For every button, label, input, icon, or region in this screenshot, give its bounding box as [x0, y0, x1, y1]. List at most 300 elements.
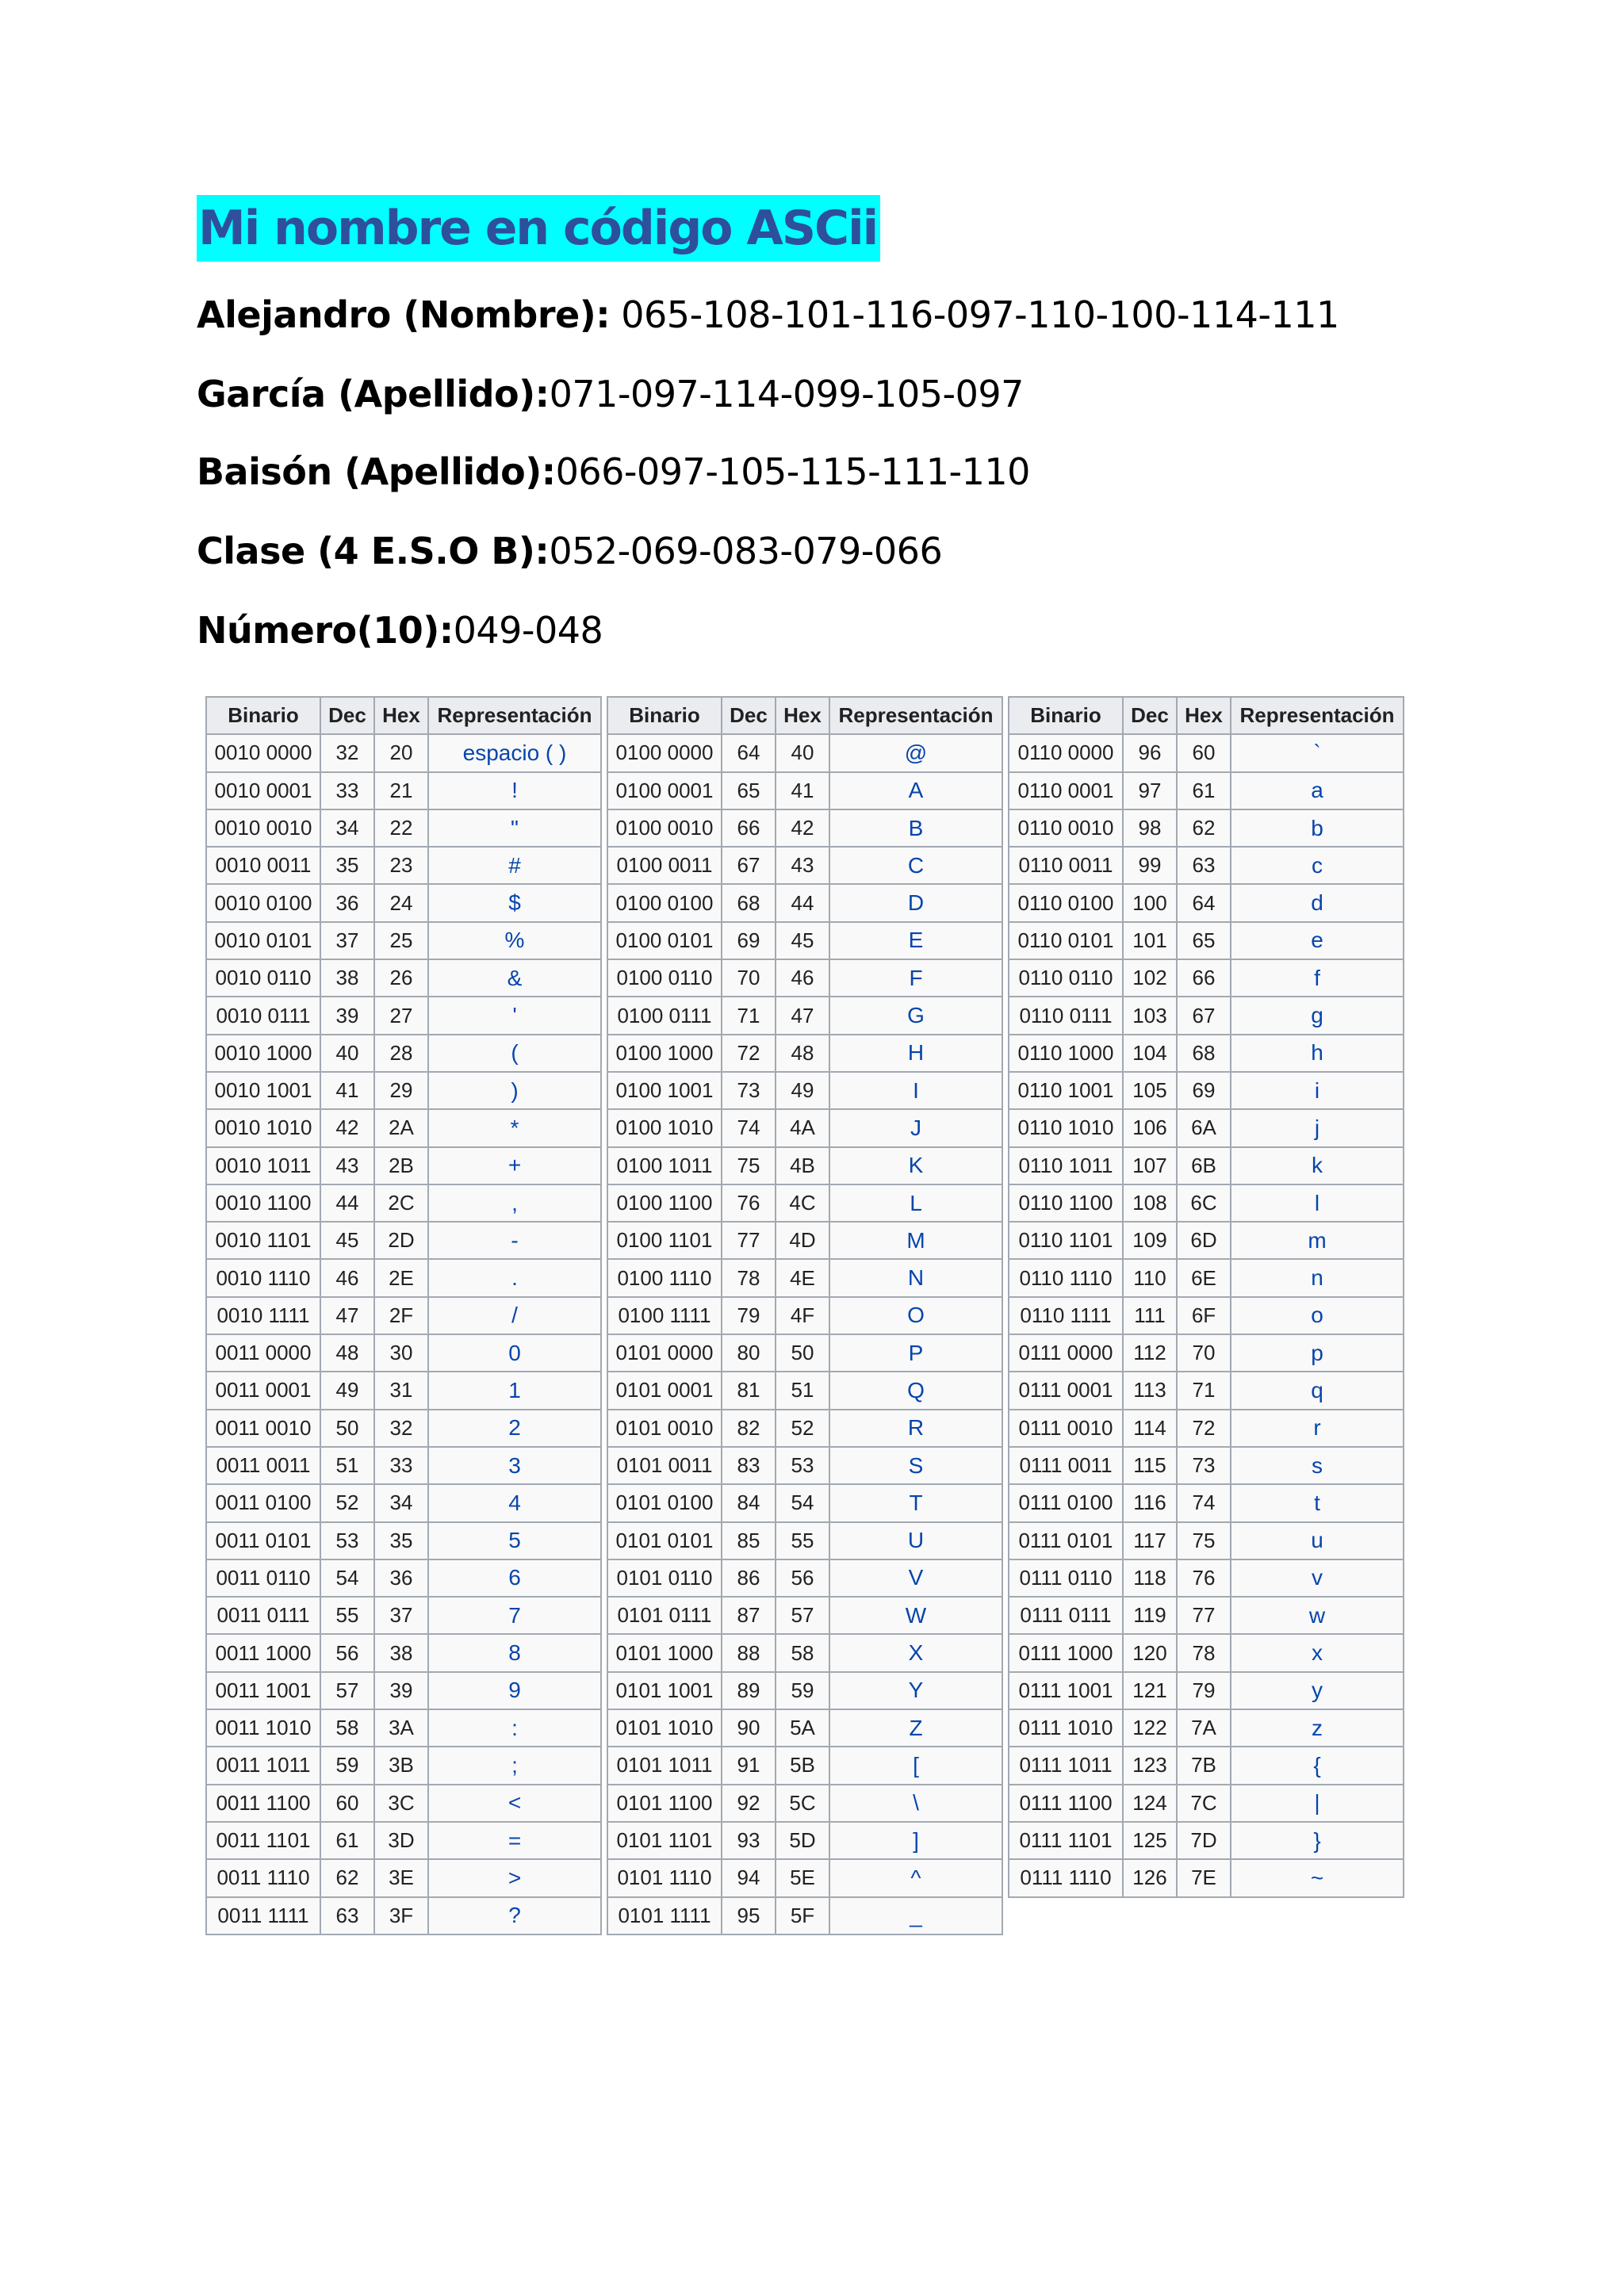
table-row: [206, 1222, 601, 1259]
representation-cell: X: [829, 1634, 1002, 1671]
hex-cell: 79: [1177, 1672, 1231, 1709]
table-row: [607, 1184, 1002, 1222]
table-row: [1009, 1522, 1404, 1559]
binary-cell: 0110 1111: [1009, 1297, 1123, 1334]
table-row: [206, 1072, 601, 1109]
representation-cell: {: [1231, 1747, 1404, 1784]
hex-cell: 62: [1177, 809, 1231, 847]
dec-cell: 105: [1123, 1072, 1177, 1109]
binary-cell: 0110 1110: [1009, 1259, 1123, 1296]
binary-cell: 0101 1010: [607, 1709, 722, 1747]
dec-cell: 111: [1123, 1297, 1177, 1334]
binary-cell: 0100 1000: [607, 1035, 722, 1072]
hex-cell: 4A: [776, 1109, 829, 1146]
hex-cell: 29: [374, 1072, 428, 1109]
table-row: [1009, 1484, 1404, 1521]
representation-cell: Z: [829, 1709, 1002, 1747]
dec-cell: 104: [1123, 1035, 1177, 1072]
table-row: [206, 1035, 601, 1072]
representation-cell: L: [829, 1184, 1002, 1222]
dec-cell: 101: [1123, 922, 1177, 959]
table-row: [1009, 734, 1404, 771]
representation-cell: o: [1231, 1297, 1404, 1334]
table-row: [206, 772, 601, 809]
table-row: [1009, 1222, 1404, 1259]
dec-cell: 57: [320, 1672, 374, 1709]
representation-cell: e: [1231, 922, 1404, 959]
representation-cell: ?: [428, 1897, 601, 1934]
representation-cell: w: [1231, 1597, 1404, 1634]
binary-cell: 0011 0100: [206, 1484, 320, 1521]
hex-cell: 75: [1177, 1522, 1231, 1559]
table-row: [1009, 1559, 1404, 1597]
binary-cell: 0110 0011: [1009, 847, 1123, 884]
representation-cell: 7: [428, 1597, 601, 1634]
surname2-label: Baisón (Apellido):: [197, 450, 556, 493]
hex-cell: 4C: [776, 1184, 829, 1222]
hex-cell: 26: [374, 959, 428, 997]
header-hex: Hex: [1177, 697, 1231, 734]
table-row: [206, 847, 601, 884]
dec-cell: 74: [722, 1109, 776, 1146]
page-title: Mi nombre en código ASCii: [197, 195, 880, 262]
binary-cell: 0110 0100: [1009, 884, 1123, 921]
table-row: [1009, 809, 1404, 847]
representation-cell: I: [829, 1072, 1002, 1109]
representation-cell: ]: [829, 1822, 1002, 1859]
binary-cell: 0010 1111: [206, 1297, 320, 1334]
representation-cell: @: [829, 734, 1002, 771]
hex-cell: 77: [1177, 1597, 1231, 1634]
table-row: [607, 1484, 1002, 1521]
representation-cell: \: [829, 1785, 1002, 1822]
hex-cell: 3F: [374, 1897, 428, 1934]
binary-cell: 0101 1111: [607, 1897, 722, 1934]
binary-cell: 0101 0110: [607, 1559, 722, 1597]
hex-cell: 3A: [374, 1709, 428, 1747]
hex-cell: 22: [374, 809, 428, 847]
dec-cell: 96: [1123, 734, 1177, 771]
table-row: [1009, 1634, 1404, 1671]
representation-cell: D: [829, 884, 1002, 921]
table-row: [206, 1297, 601, 1334]
dec-cell: 34: [320, 809, 374, 847]
binary-cell: 0100 1010: [607, 1109, 722, 1146]
representation-cell: m: [1231, 1222, 1404, 1259]
dec-cell: 89: [722, 1672, 776, 1709]
representation-cell: <: [428, 1785, 601, 1822]
binary-cell: 0111 1001: [1009, 1672, 1123, 1709]
representation-cell: f: [1231, 959, 1404, 997]
representation-cell: U: [829, 1522, 1002, 1559]
hex-cell: 38: [374, 1634, 428, 1671]
hex-cell: 58: [776, 1634, 829, 1671]
representation-cell: .: [428, 1259, 601, 1296]
table-row: [206, 959, 601, 997]
table-row: [206, 809, 601, 847]
table-row: [607, 847, 1002, 884]
dec-cell: 123: [1123, 1747, 1177, 1784]
binary-cell: 0110 1011: [1009, 1147, 1123, 1184]
binary-cell: 0011 0010: [206, 1410, 320, 1447]
table-row: [1009, 847, 1404, 884]
binary-cell: 0010 0110: [206, 959, 320, 997]
binary-cell: 0111 1010: [1009, 1709, 1123, 1747]
table-row: [1009, 1334, 1404, 1372]
dec-cell: 116: [1123, 1484, 1177, 1521]
table-row: [206, 1672, 601, 1709]
class-code: 052-069-083-079-066: [549, 530, 943, 572]
binary-cell: 0111 0001: [1009, 1372, 1123, 1409]
dec-cell: 94: [722, 1859, 776, 1896]
binary-cell: 0101 0001: [607, 1372, 722, 1409]
binary-cell: 0111 1110: [1009, 1859, 1123, 1896]
table-row: [1009, 1372, 1404, 1409]
binary-cell: 0011 1001: [206, 1672, 320, 1709]
hex-cell: 44: [776, 884, 829, 921]
representation-cell: j: [1231, 1109, 1404, 1146]
dec-cell: 121: [1123, 1672, 1177, 1709]
representation-cell: :: [428, 1709, 601, 1747]
hex-cell: 2E: [374, 1259, 428, 1296]
dec-cell: 71: [722, 997, 776, 1034]
hex-cell: 4E: [776, 1259, 829, 1296]
dec-cell: 42: [320, 1109, 374, 1146]
table-row: [607, 1035, 1002, 1072]
hex-cell: 54: [776, 1484, 829, 1521]
dec-cell: 69: [722, 922, 776, 959]
representation-cell: 1: [428, 1372, 601, 1409]
hex-cell: 5E: [776, 1859, 829, 1896]
dec-cell: 65: [722, 772, 776, 809]
hex-cell: 42: [776, 809, 829, 847]
dec-cell: 49: [320, 1372, 374, 1409]
dec-cell: 124: [1123, 1785, 1177, 1822]
table-row: [206, 1259, 601, 1296]
dec-cell: 61: [320, 1822, 374, 1859]
surname1-line: [197, 373, 1024, 415]
hex-cell: 70: [1177, 1334, 1231, 1372]
dec-cell: 88: [722, 1634, 776, 1671]
representation-cell: c: [1231, 847, 1404, 884]
representation-cell: %: [428, 922, 601, 959]
representation-cell: s: [1231, 1447, 1404, 1484]
dec-cell: 80: [722, 1334, 776, 1372]
table-row: [1009, 1410, 1404, 1447]
table-row: [206, 1897, 601, 1934]
representation-cell: 8: [428, 1634, 601, 1671]
table-row: [607, 1147, 1002, 1184]
binary-cell: 0010 0010: [206, 809, 320, 847]
binary-cell: 0111 0101: [1009, 1522, 1123, 1559]
dec-cell: 106: [1123, 1109, 1177, 1146]
hex-cell: 43: [776, 847, 829, 884]
representation-cell: n: [1231, 1259, 1404, 1296]
table-row: [1009, 1259, 1404, 1296]
hex-cell: 76: [1177, 1559, 1231, 1597]
table-row: [607, 1410, 1002, 1447]
binary-cell: 0111 1000: [1009, 1634, 1123, 1671]
binary-cell: 0010 0000: [206, 734, 320, 771]
table-row: [607, 997, 1002, 1034]
binary-cell: 0111 0010: [1009, 1410, 1123, 1447]
representation-cell: J: [829, 1109, 1002, 1146]
representation-cell: K: [829, 1147, 1002, 1184]
table-row: [1009, 1147, 1404, 1184]
hex-cell: 64: [1177, 884, 1231, 921]
dec-cell: 92: [722, 1785, 776, 1822]
table-row: [607, 884, 1002, 921]
table-row: [206, 1147, 601, 1184]
table-row: [206, 1522, 601, 1559]
hex-cell: 31: [374, 1372, 428, 1409]
table-row: [1009, 997, 1404, 1034]
representation-cell: z: [1231, 1709, 1404, 1747]
hex-cell: 41: [776, 772, 829, 809]
hex-cell: 4B: [776, 1147, 829, 1184]
hex-cell: 5F: [776, 1897, 829, 1934]
representation-cell: (: [428, 1035, 601, 1072]
dec-cell: 98: [1123, 809, 1177, 847]
hex-cell: 71: [1177, 1372, 1231, 1409]
number-line: [197, 609, 603, 652]
dec-cell: 126: [1123, 1859, 1177, 1896]
surname2-code: 066-097-105-115-111-110: [555, 450, 1030, 493]
binary-cell: 0010 1000: [206, 1035, 320, 1072]
header-hex: Hex: [374, 697, 428, 734]
dec-cell: 86: [722, 1559, 776, 1597]
hex-cell: 23: [374, 847, 428, 884]
table-row: [1009, 1709, 1404, 1747]
binary-cell: 0100 1101: [607, 1222, 722, 1259]
binary-cell: 0111 0111: [1009, 1597, 1123, 1634]
hex-cell: 28: [374, 1035, 428, 1072]
table-row: [607, 1859, 1002, 1896]
representation-cell: R: [829, 1410, 1002, 1447]
table-row: [1009, 1072, 1404, 1109]
dec-cell: 59: [320, 1747, 374, 1784]
table-row: [206, 1484, 601, 1521]
hex-cell: 73: [1177, 1447, 1231, 1484]
dec-cell: 73: [722, 1072, 776, 1109]
class-line: [197, 530, 942, 572]
binary-cell: 0011 1111: [206, 1897, 320, 1934]
binary-cell: 0101 1001: [607, 1672, 722, 1709]
representation-cell: x: [1231, 1634, 1404, 1671]
hex-cell: 6F: [1177, 1297, 1231, 1334]
representation-cell: espacio ( ): [428, 734, 601, 771]
representation-cell: ,: [428, 1184, 601, 1222]
representation-cell: v: [1231, 1559, 1404, 1597]
representation-cell: ;: [428, 1747, 601, 1784]
hex-cell: 37: [374, 1597, 428, 1634]
hex-cell: 47: [776, 997, 829, 1034]
table-row: [206, 1859, 601, 1896]
representation-cell: k: [1231, 1147, 1404, 1184]
hex-cell: 7D: [1177, 1822, 1231, 1859]
representation-cell: &: [428, 959, 601, 997]
table-row: [206, 997, 601, 1034]
representation-cell: 4: [428, 1484, 601, 1521]
hex-cell: 5B: [776, 1747, 829, 1784]
table-row: [206, 1447, 601, 1484]
hex-cell: 20: [374, 734, 428, 771]
binary-cell: 0101 0101: [607, 1522, 722, 1559]
representation-cell: Q: [829, 1372, 1002, 1409]
table-row: [1009, 1297, 1404, 1334]
table-row: [607, 1334, 1002, 1372]
table-row: [206, 1109, 601, 1146]
binary-cell: 0011 0110: [206, 1559, 320, 1597]
table-row: [607, 1522, 1002, 1559]
table-row: [607, 1785, 1002, 1822]
dec-cell: 109: [1123, 1222, 1177, 1259]
binary-cell: 0101 1101: [607, 1822, 722, 1859]
table-row: [1009, 959, 1404, 997]
dec-cell: 83: [722, 1447, 776, 1484]
hex-cell: 2C: [374, 1184, 428, 1222]
binary-cell: 0101 0100: [607, 1484, 722, 1521]
hex-cell: 56: [776, 1559, 829, 1597]
binary-cell: 0100 0010: [607, 809, 722, 847]
representation-cell: B: [829, 809, 1002, 847]
dec-cell: 103: [1123, 997, 1177, 1034]
dec-cell: 117: [1123, 1522, 1177, 1559]
binary-cell: 0111 1011: [1009, 1747, 1123, 1784]
dec-cell: 67: [722, 847, 776, 884]
hex-cell: 21: [374, 772, 428, 809]
hex-cell: 33: [374, 1447, 428, 1484]
hex-cell: 50: [776, 1334, 829, 1372]
hex-cell: 6D: [1177, 1222, 1231, 1259]
table-header-row: [206, 697, 601, 734]
representation-cell: l: [1231, 1184, 1404, 1222]
hex-cell: 60: [1177, 734, 1231, 771]
table-row: [206, 1334, 601, 1372]
dec-cell: 114: [1123, 1410, 1177, 1447]
representation-cell: O: [829, 1297, 1002, 1334]
binary-cell: 0101 0111: [607, 1597, 722, 1634]
representation-cell: 2: [428, 1410, 601, 1447]
dec-cell: 90: [722, 1709, 776, 1747]
representation-cell: H: [829, 1035, 1002, 1072]
table-row: [1009, 1822, 1404, 1859]
hex-cell: 61: [1177, 772, 1231, 809]
representation-cell: C: [829, 847, 1002, 884]
binary-cell: 0110 0110: [1009, 959, 1123, 997]
binary-cell: 0011 0111: [206, 1597, 320, 1634]
table-row: [1009, 884, 1404, 921]
dec-cell: 41: [320, 1072, 374, 1109]
binary-cell: 0100 1100: [607, 1184, 722, 1222]
table-row: [1009, 1035, 1404, 1072]
hex-cell: 63: [1177, 847, 1231, 884]
representation-cell: |: [1231, 1785, 1404, 1822]
table-row: [607, 1897, 1002, 1934]
representation-cell: 9: [428, 1672, 601, 1709]
header-dec: Dec: [320, 697, 374, 734]
hex-cell: 2F: [374, 1297, 428, 1334]
dec-cell: 107: [1123, 1147, 1177, 1184]
hex-cell: 67: [1177, 997, 1231, 1034]
dec-cell: 120: [1123, 1634, 1177, 1671]
representation-cell: *: [428, 1109, 601, 1146]
ascii-table-3: [1008, 696, 1404, 1898]
representation-cell: ': [428, 997, 601, 1034]
table-row: [1009, 922, 1404, 959]
hex-cell: 52: [776, 1410, 829, 1447]
dec-cell: 52: [320, 1484, 374, 1521]
hex-cell: 2A: [374, 1109, 428, 1146]
binary-cell: 0011 0011: [206, 1447, 320, 1484]
binary-cell: 0010 1110: [206, 1259, 320, 1296]
table-row: [607, 959, 1002, 997]
table-row: [206, 1822, 601, 1859]
table-row: [206, 1559, 601, 1597]
binary-cell: 0010 1100: [206, 1184, 320, 1222]
dec-cell: 54: [320, 1559, 374, 1597]
binary-cell: 0100 0110: [607, 959, 722, 997]
dec-cell: 78: [722, 1259, 776, 1296]
representation-cell: !: [428, 772, 601, 809]
hex-cell: 57: [776, 1597, 829, 1634]
dec-cell: 77: [722, 1222, 776, 1259]
binary-cell: 0110 0101: [1009, 922, 1123, 959]
representation-cell: N: [829, 1259, 1002, 1296]
header-dec: Dec: [1123, 697, 1177, 734]
dec-cell: 44: [320, 1184, 374, 1222]
representation-cell: S: [829, 1447, 1002, 1484]
dec-cell: 99: [1123, 847, 1177, 884]
dec-cell: 82: [722, 1410, 776, 1447]
dec-cell: 91: [722, 1747, 776, 1784]
representation-cell: g: [1231, 997, 1404, 1034]
hex-cell: 7B: [1177, 1747, 1231, 1784]
dec-cell: 119: [1123, 1597, 1177, 1634]
representation-cell: W: [829, 1597, 1002, 1634]
dec-cell: 72: [722, 1035, 776, 1072]
table-row: [607, 1447, 1002, 1484]
dec-cell: 93: [722, 1822, 776, 1859]
table-row: [206, 922, 601, 959]
dec-cell: 66: [722, 809, 776, 847]
dec-cell: 112: [1123, 1334, 1177, 1372]
binary-cell: 0100 0000: [607, 734, 722, 771]
representation-cell: T: [829, 1484, 1002, 1521]
header-binario: Binario: [206, 697, 320, 734]
hex-cell: 39: [374, 1672, 428, 1709]
table-row: [1009, 1109, 1404, 1146]
table-row: [607, 1597, 1002, 1634]
table-row: [607, 1709, 1002, 1747]
dec-cell: 36: [320, 884, 374, 921]
table-row: [607, 1822, 1002, 1859]
binary-cell: 0011 0101: [206, 1522, 320, 1559]
dec-cell: 122: [1123, 1709, 1177, 1747]
surname1-label: García (Apellido):: [197, 373, 550, 415]
representation-cell: }: [1231, 1822, 1404, 1859]
table-row: [607, 1672, 1002, 1709]
binary-cell: 0110 0010: [1009, 809, 1123, 847]
representation-cell: t: [1231, 1484, 1404, 1521]
binary-cell: 0011 1100: [206, 1785, 320, 1822]
hex-cell: 2D: [374, 1222, 428, 1259]
hex-cell: 48: [776, 1035, 829, 1072]
representation-cell: 6: [428, 1559, 601, 1597]
binary-cell: 0011 1000: [206, 1634, 320, 1671]
binary-cell: 0010 1101: [206, 1222, 320, 1259]
representation-cell: ~: [1231, 1859, 1404, 1896]
